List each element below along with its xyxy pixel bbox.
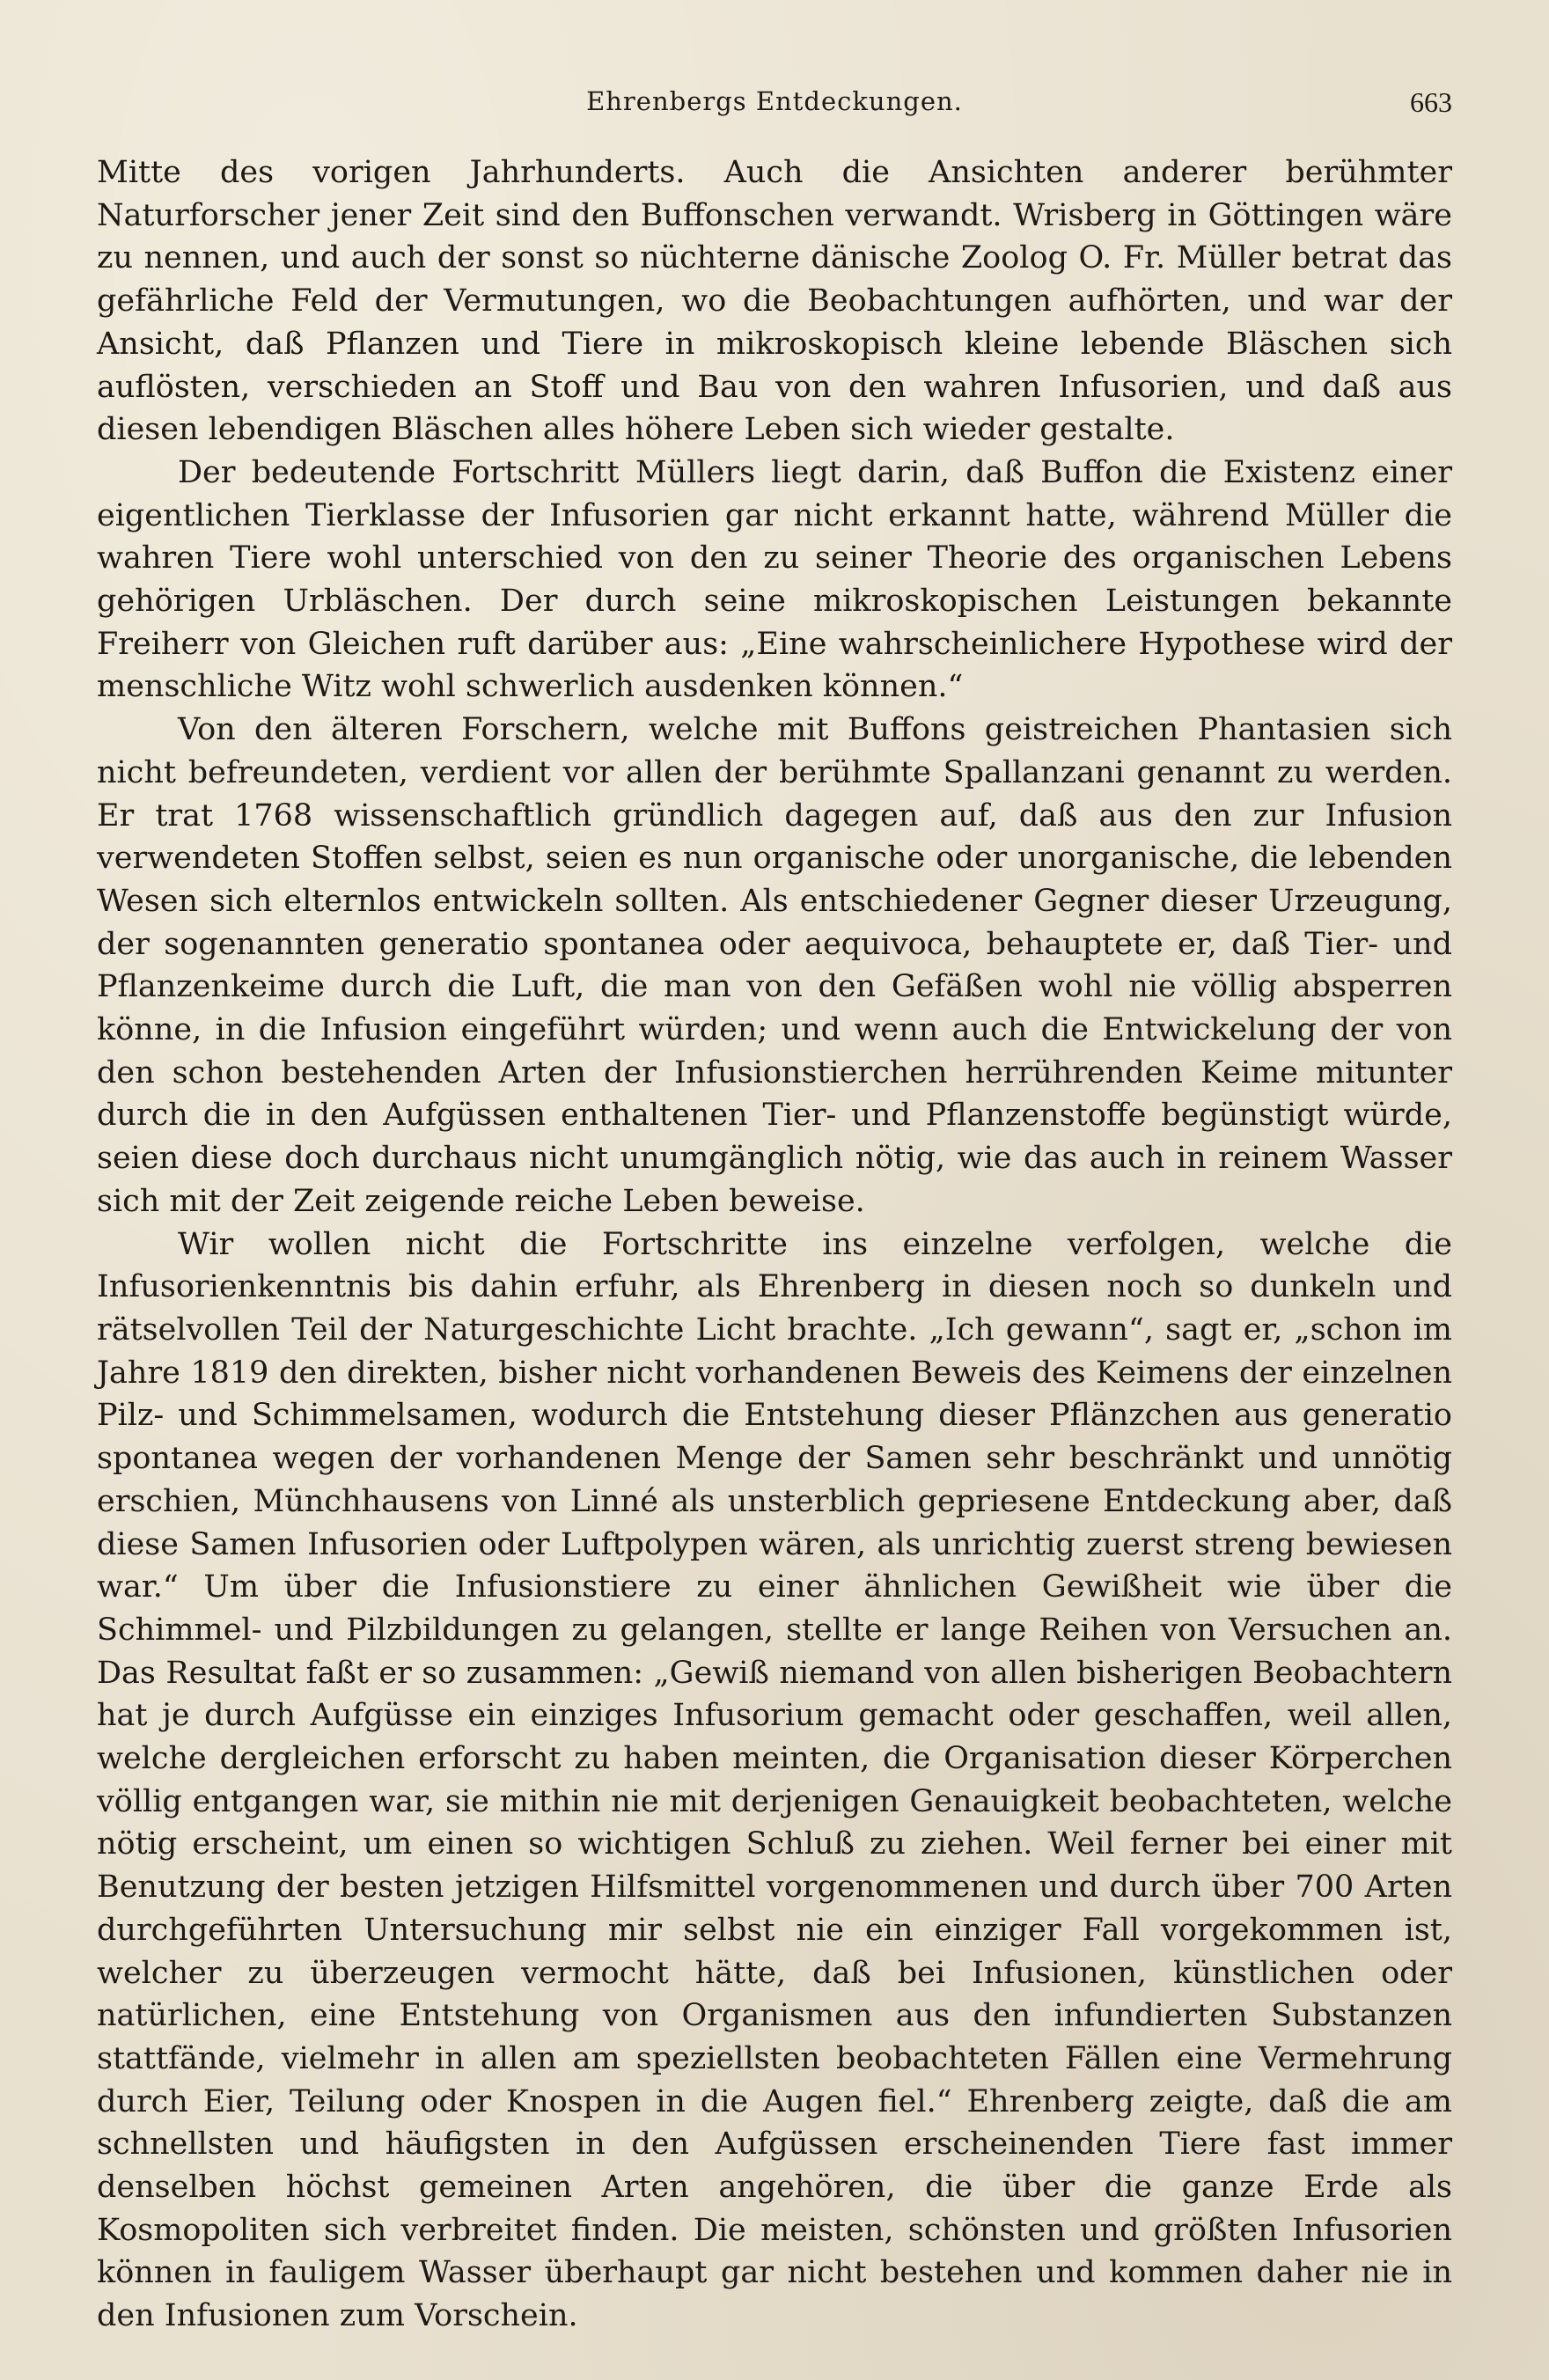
paragraph-continued: Mitte des vorigen Jahrhunderts. Auch die Ansichten anderer berühmter Naturforscher jener Zeit sind den Buffonschen verwandt. Wrisberg in Göttingen wäre zu nennen, und auch der sonst so nüchterne dänische Zoolog O. Fr. Müller betrat das gefährliche Feld der Vermutungen, wo die Beobachtungen aufhörten, und war der Ansicht, daß Pflanzen und Tiere in mikroskopisch kleine lebende Bläschen sich auflösten, verschieden an Stoff und Bau von den wahren Infusorien, und daß aus diesen lebendigen Bläschen alles höhere Leben sich wieder gestalte.	[97, 155, 1452, 448]
paragraph-mueller-progress: Der bedeutende Fortschritt Müllers liegt darin, daß Buffon die Existenz einer eigentlichen Tierklasse der Infusorien gar nicht erkannt hatte, während Müller die wahren Tiere wohl unterschied von den zu seiner Theorie des organischen Lebens gehörigen Urbläschen. Der durch seine mikroskopischen Leistungen bekannte Freiherr von Gleichen ruft darüber aus: „Eine wahrscheinlichere Hypothese wird der menschliche Witz wohl schwerlich ausdenken können.“	[97, 454, 1452, 705]
running-title: Ehrenbergs Entdeckungen.	[586, 86, 963, 116]
page-number: 663	[1410, 86, 1452, 118]
paragraph-spallanzani: Von den älteren Forschern, welche mit Buffons geistreichen Phantasien sich nicht befreundeten, verdient vor allen der berühmte Spallanzani genannt zu werden. Er trat 1768 wissenschaftlich gründlich dagegen auf, daß aus den zur Infusion verwendeten Stoffen selbst, seien es nun organische oder unorganische, die lebenden Wesen sich elternlos entwickeln sollten. Als entschiedener Gegner dieser Urzeugung, der sogenannten generatio spontanea oder aequivoca, behauptete er, daß Tier- und Pflanzenkeime durch die Luft, die man von den Gefäßen wohl nie völlig absperren könne, in die Infusion eingeführt würden; und wenn auch die Entwickelung der von den schon bestehenden Arten der Infusionstierchen herrührenden Keime mitunter durch die in den Aufgüssen enthaltenen Tier- und Pflanzenstoffe begünstigt würde, seien diese doch durchaus nicht unumgänglich nötig, wie das auch in reinem Wasser sich mit der Zeit zeigende reiche Leben beweise.	[97, 712, 1452, 1219]
running-header	[97, 86, 1452, 139]
paragraph-ehrenberg: Wir wollen nicht die Fortschritte ins einzelne verfolgen, welche die Infusorienkenntnis bis dahin erfuhr, als Ehrenberg in diesen noch so dunkeln und rätselvollen Teil der Naturgeschichte Licht brachte. „Ich gewann“, sagt er, „schon im Jahre 1819 den direkten, bisher nicht vorhandenen Beweis des Keimens der einzelnen Pilz- und Schimmelsamen, wodurch die Entstehung dieser Pflänzchen aus generatio spontanea wegen der vorhandenen Menge der Samen sehr beschränkt und unnötig erschien, Münchhausens von Linné als unsterblich gepriesene Entdeckung aber, daß diese Samen Infusorien oder Luftpolypen wären, als unrichtig zuerst streng bewiesen war.“ Um über die Infusionstiere zu einer ähnlichen Gewißheit wie über die Schimmel- und Pilzbildungen zu gelangen, stellte er lange Reihen von Versuchen an. Das Resultat faßt er so zusammen: „Gewiß niemand von allen bisherigen Beobachtern hat je durch Aufgüsse ein einziges Infusorium gemacht oder geschaffen, weil allen, welche dergleichen erforscht zu haben meinten, die Organisation dieser Körperchen völlig entgangen war, sie mithin nie mit derjenigen Genauigkeit beobachteten, welche nötig erscheint, um einen so wichtigen Schluß zu ziehen. Weil ferner bei einer mit Benutzung der besten jetzigen Hilfsmittel vorgenommenen und durch über 700 Arten durchgeführten Untersuchung mir selbst nie ein einziger Fall vorgekommen ist, welcher zu überzeugen vermocht hätte, daß bei Infusionen, künstlichen oder natürlichen, eine Entstehung von Organismen aus den infundierten Substanzen stattfände, vielmehr in allen am speziellsten beobachteten Fällen eine Vermehrung durch Eier, Teilung oder Knospen in die Augen fiel.“ Ehrenberg zeigte, daß die am schnellsten und häufigsten in den Aufgüssen erscheinenden Tiere fast immer denselben höchst gemeinen Arten angehören, die über die ganze Erde als Kosmopoliten sich verbreitet finden. Die meisten, schönsten und größten Infusorien können in fauligem Wasser überhaupt gar nicht bestehen und kommen daher nie in den Infusionen zum Vorschein.	[97, 1226, 1452, 2334]
body-text	[97, 151, 1452, 2338]
